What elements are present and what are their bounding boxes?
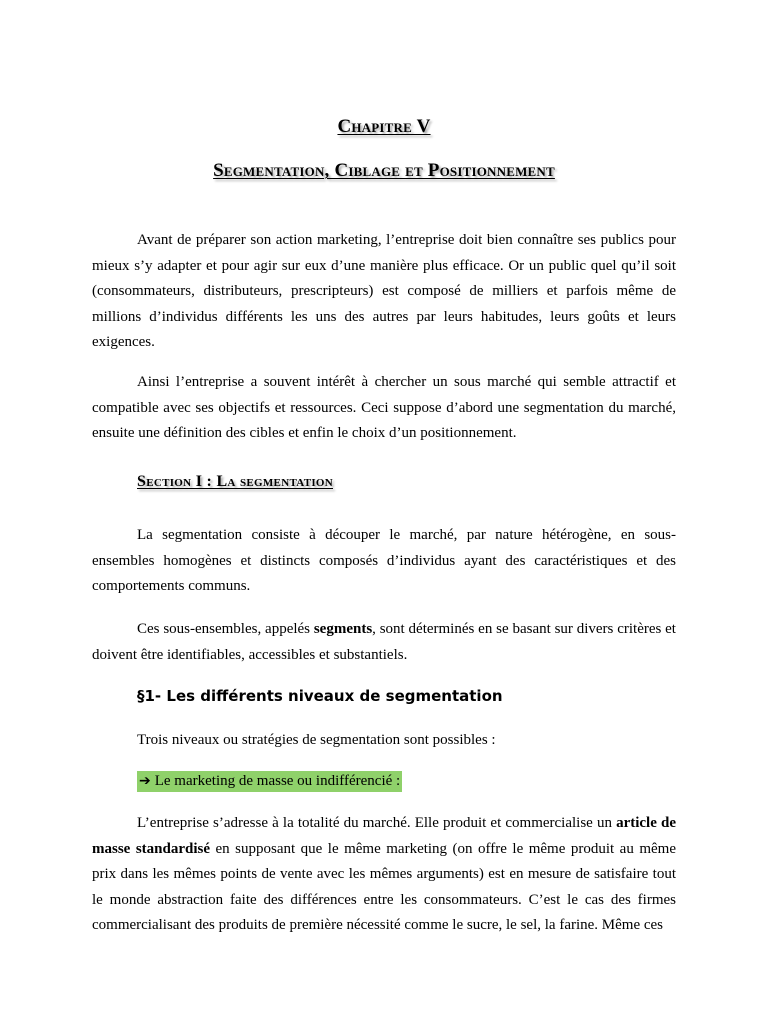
intro-paragraph-1: Avant de préparer son action marketing, l’entreprise doit bien connaître ses publics pour mieux s’y adapter et pour agir sur eux d’une manière plus efficace. Or un public quel qu’il soit (consommateurs, distributeurs, prescripteurs) est composé de milliers et parfois même de millions d’individus différents les uns des autres par leurs habitudes, leurs goûts et leurs exigences. bbox=[92, 232, 676, 350]
subsection-title: §1- Les différents niveaux de segmentation bbox=[137, 687, 503, 705]
section-title: Section I : La segmentation bbox=[137, 473, 334, 490]
chapter-subtitle: Segmentation, Ciblage et Positionnement bbox=[213, 160, 555, 181]
segments-term: segments bbox=[313, 621, 373, 637]
segments-paragraph bbox=[92, 617, 676, 668]
segments-text-before: Ces sous-ensembles, appelés bbox=[137, 621, 314, 637]
levels-intro-paragraph: Trois niveaux ou stratégies de segmentation sont possibles : bbox=[137, 732, 496, 748]
segments-text-after: , sont déterminés en se basant sur divers critères et doivent être identifiables, accessibles et substantiels. bbox=[92, 621, 676, 663]
arrow-right-icon: ➔ bbox=[139, 773, 151, 789]
mass-marketing-paragraph bbox=[92, 811, 676, 939]
segmentation-definition-paragraph: La segmentation consiste à découper le marché, par nature hétérogène, en sous-ensembles homogènes et distincts composés d’individus ayant des caractéristiques et des comportements communs. bbox=[92, 527, 676, 594]
mass-marketing-text-after: en supposant que le même marketing (on offre le même produit au même prix dans les mêmes points de vente avec les mêmes arguments) est en mesure de satisfaire tout le monde abstraction faite des différences entre les consommateurs. C’est le cas des firmes commercialisant des produits de première nécessité comme le sucre, le sel, la farine. Même ces bbox=[92, 840, 676, 933]
intro-paragraph-2: Ainsi l’entreprise a souvent intérêt à chercher un sous marché qui semble attractif et compatible avec ses objectifs et ressources. Ceci suppose d’abord une segmentation du marché, ensuite une définition des cibles et enfin le choix d’un positionnement. bbox=[92, 374, 676, 441]
mass-marketing-term: article de masse standardisé bbox=[92, 815, 676, 857]
highlighted-heading-label: Le marketing de masse ou indifférencié : bbox=[154, 773, 401, 789]
mass-marketing-text-before: L’entreprise s’adresse à la totalité du marché. Elle produit et commercialise un bbox=[137, 815, 617, 831]
chapter-title: Chapitre V bbox=[337, 116, 431, 137]
highlighted-heading bbox=[137, 771, 402, 792]
